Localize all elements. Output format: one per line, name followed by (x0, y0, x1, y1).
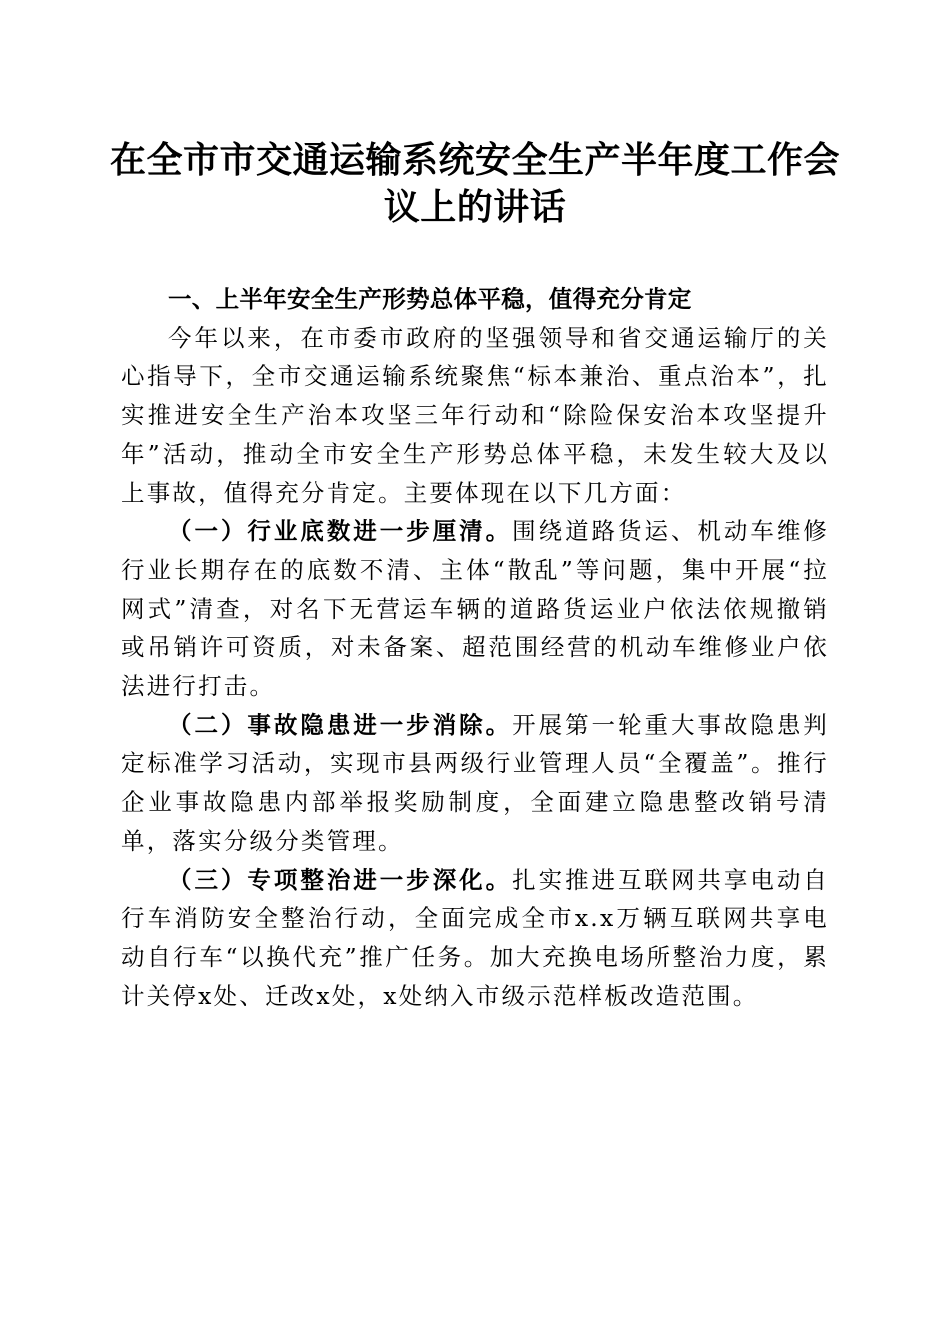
paragraph-text: 今年以来，在市委市政府的坚强领导和省交通运输厅的关心指导下，全市交通运输系统聚焦“标本兼治、重点治本”，扎实推进安全生产治本攻坚三年行动和“除险保安治本攻坚提升年”活动，推动全市安全生产形势总体平稳，未发生较大及以上事故，值得充分肯定。主要体现在以下几方面： (121, 323, 829, 507)
paragraph-text: 开展第一轮重大事故隐患判定标准学习活动，实现市县两级行业管理人员“全覆盖”。推行企业事故隐患内部举报奖励制度，全面建立隐患整改销号清单，落实分级分类管理。 (121, 710, 829, 855)
paragraph-intro (121, 319, 829, 513)
paragraph-lead: （二）事故隐患进一步消除。 (168, 710, 513, 739)
paragraph-item-1 (121, 512, 829, 706)
paragraph-lead: （一）行业底数进一步厘清。 (168, 517, 513, 546)
paragraph-lead: （三）专项整治进一步深化。 (168, 865, 513, 894)
section-heading: 一、上半年安全生产形势总体平稳，值得充分肯定 (168, 285, 692, 313)
document-body (121, 280, 829, 1015)
paragraph-item-2 (121, 706, 829, 861)
paragraph-text: 围绕道路货运、机动车维修行业长期存在的底数不清、主体“散乱”等问题，集中开展“拉网式”清查，对名下无营运车辆的道路货运业户依法依规撤销或吊销许可资质，对未备案、超范围经营的机动车维修业户依法进行打击。 (121, 517, 829, 701)
document-title: 在全市市交通运输系统安全生产半年度工作会议上的讲话 (109, 139, 840, 228)
paragraph-item-3 (121, 861, 829, 1016)
paragraph-text: 扎实推进互联网共享电动自行车消防安全整治行动，全面完成全市x.x万辆互联网共享电动自行车“以换代充”推广任务。加大充换电场所整治力度，累计关停x处、迁改x处，x处纳入市级示范样板改造范围。 (121, 865, 829, 1010)
